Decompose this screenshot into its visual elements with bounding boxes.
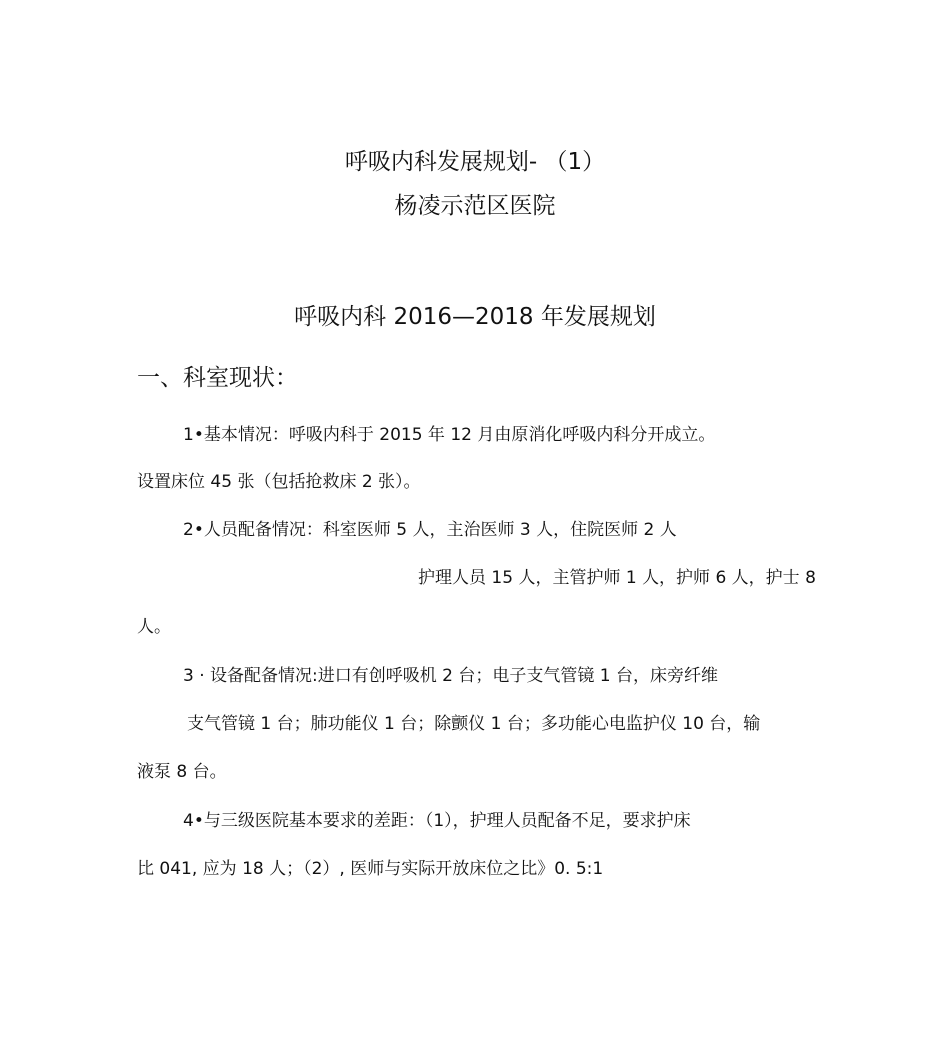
paragraph-line: 比 041, 应为 18 人；（2）, 医师与实际开放床位之比》0. 5:1 [137,859,604,879]
paragraph-line: 3 · 设备配备情况:进口有创呼吸机 2 台；电子支气管镜 1 台，床旁纤维 [183,666,719,686]
plan-title: 呼吸内科 2016—2018 年发展规划 [294,304,656,330]
paragraph-line: 液泵 8 台。 [137,762,227,782]
paragraph-line: 护理人员 15 人，主管护师 1 人，护师 6 人，护士 8 [418,568,816,588]
hospital-name: 杨凌示范区医院 [394,193,556,219]
paragraph-line: 1•基本情况：呼吸内科于 2015 年 12 月由原消化呼吸内科分开成立。 [183,425,716,445]
paragraph-line: 支气管镜 1 台；肺功能仪 1 台；除颤仪 1 台；多功能心电监护仪 10 台，输 [187,714,761,734]
paragraph-line: 人。 [137,617,171,637]
paragraph-line: 4•与三级医院基本要求的差距：（1），护理人员配备不足，要求护床 [183,811,691,831]
document-title: 呼吸内科发展规划- （1） [344,149,606,175]
paragraph-line: 设置床位 45 张（包括抢救床 2 张）。 [137,472,421,492]
paragraph-line: 2•人员配备情况：科室医师 5 人，主治医师 3 人，住院医师 2 人 [183,520,677,540]
section-heading: 一、科室现状： [137,365,298,391]
